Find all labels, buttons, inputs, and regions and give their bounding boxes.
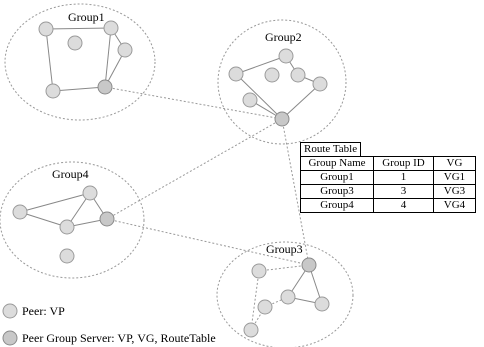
peer-node — [60, 249, 74, 263]
peer-node — [313, 77, 327, 91]
table-cell: 3 — [374, 185, 434, 199]
peer-legend-icon — [2, 303, 18, 319]
peer-node — [46, 84, 60, 98]
route-table — [300, 142, 476, 213]
group2-server-node — [275, 112, 289, 126]
edge — [53, 87, 105, 91]
legend-peer — [2, 303, 65, 319]
table-cell: Group4 — [301, 199, 374, 213]
column-header: Group Name — [301, 157, 374, 171]
peer-node — [244, 323, 258, 337]
peer-node — [13, 205, 27, 219]
group4-label: Group4 — [52, 167, 89, 181]
table-cell: VG4 — [434, 199, 476, 213]
legend-server — [2, 330, 216, 346]
edge — [251, 271, 259, 330]
peer-node — [252, 264, 266, 278]
peer-node — [83, 186, 97, 200]
edge — [259, 265, 309, 271]
route-table-grid — [300, 156, 476, 213]
table-cell: Group1 — [301, 171, 374, 185]
route-table-header — [301, 157, 476, 171]
route-table-title: Route Table — [300, 142, 361, 156]
peer-node — [104, 21, 118, 35]
peer-node — [315, 297, 329, 311]
peer-node — [229, 67, 243, 81]
table-row — [301, 199, 476, 213]
table-row — [301, 171, 476, 185]
peer-node — [281, 290, 295, 304]
table-cell: Group3 — [301, 185, 374, 199]
peer-node — [118, 43, 132, 57]
group4-server-node — [100, 212, 114, 226]
table-cell: VG3 — [434, 185, 476, 199]
peer-node — [291, 68, 305, 82]
table-cell: VG1 — [434, 171, 476, 185]
table-cell: 1 — [374, 171, 434, 185]
group1-label: Group1 — [68, 10, 105, 24]
table-row — [301, 185, 476, 199]
peer-node — [279, 49, 293, 63]
legend-server-label: Peer Group Server: VP, VG, RouteTable — [22, 330, 216, 345]
edge — [46, 29, 53, 91]
peer-node — [68, 36, 82, 50]
link-group2-group4 — [107, 119, 282, 219]
peer-node — [265, 68, 279, 82]
legend-peer-label: Peer: VP — [22, 303, 65, 318]
edge — [282, 84, 320, 119]
peer-node — [258, 300, 272, 314]
column-header: VG — [434, 157, 476, 171]
group3-server-node — [302, 258, 316, 272]
group2-label: Group2 — [265, 30, 302, 44]
peer-node — [60, 220, 74, 234]
edge — [46, 28, 111, 29]
peer-node — [39, 22, 53, 36]
peer-node — [243, 93, 257, 107]
group1-server-node — [98, 80, 112, 94]
group3-label: Group3 — [266, 242, 303, 256]
server-legend-icon — [2, 330, 18, 346]
column-header: Group ID — [374, 157, 434, 171]
table-cell: 4 — [374, 199, 434, 213]
